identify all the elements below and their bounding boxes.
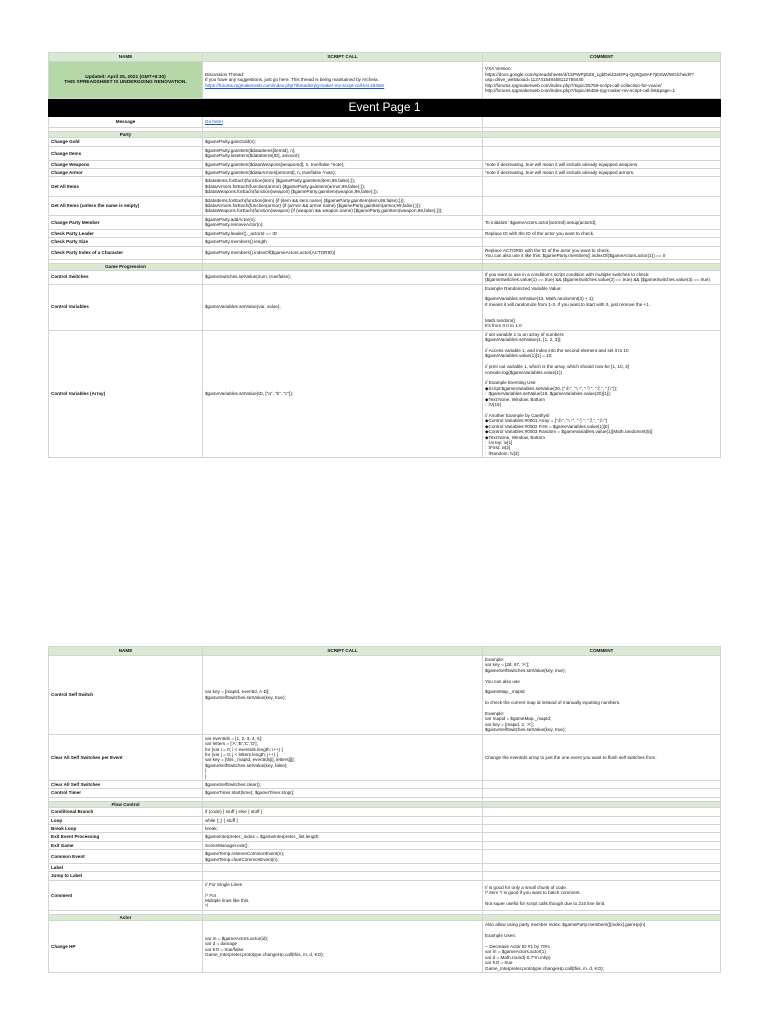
comment <box>483 833 721 841</box>
command-name: Change Party Member <box>49 215 203 229</box>
event-page-title: Event Page 1 <box>49 99 721 117</box>
message-row <box>49 117 721 128</box>
script-call <box>203 872 483 880</box>
comment <box>483 177 721 196</box>
script-call: $gameTimer.start(time); $gameTimer.stop(); <box>203 789 483 797</box>
section-title: Flow Control <box>49 801 203 807</box>
column-comment-header: COMMENT <box>483 53 721 62</box>
column-header-row <box>49 647 721 656</box>
table-row <box>49 330 721 457</box>
comment: Replace ACTORID with the ID of the actor you want to check. You can also use it like this: $gameParty.members().indexOf($gameActors.actor(1)) == 0 <box>483 246 721 260</box>
script-call: $gameParty.gainGold(n); <box>203 138 483 146</box>
table-row <box>49 160 721 168</box>
table-row <box>49 921 721 973</box>
table-row <box>49 734 721 780</box>
comment: Example Randomized Variable Value: $gameVariables.setValue(13, Math.randomInt(3) + 1); It means it will randomize from 1-3. If you want to start with 0, just remove the +1. Math.random() It's from 0.0 to 1.0 <box>483 284 721 330</box>
table-row <box>49 246 721 260</box>
command-name: Check Party Size <box>49 238 203 246</box>
script-call: var key = [mapId, eventId, A-D]; $gameSelfSwitches.setValue(key, true); <box>203 656 483 735</box>
script-call: $gameTemp.reserveCommonEvent(n); $gameTemp.clearCommonEvent(n); <box>203 850 483 864</box>
command-name: Control Timer <box>49 789 203 797</box>
script-call: $gameParty.leader()._actorId == ID <box>203 229 483 237</box>
command-name: Change Armor <box>49 169 203 177</box>
comment: Change the eventIds array to just the one event you want to flush self switches from. <box>483 734 721 780</box>
script-call: $gameSwitches.setValue(num, true/false); <box>203 270 483 284</box>
table-row <box>49 816 721 824</box>
table-row <box>49 850 721 864</box>
command-name: Break Loop <box>49 824 203 832</box>
message-comment <box>483 117 721 128</box>
table-row <box>49 196 721 215</box>
table-row <box>49 177 721 196</box>
script-call: var eventIds = [1, 2, 3, 4, 5]; var letters = ['A','B','C','D']; for (var i = 0; i < eventIds.length; i++) { for (var j = 0; j < letters.length; j++) { var key = [this._mapId, eventIds[i], letters[j]]; $gameSelfSwitches.setValue(key, false); } } <box>203 734 483 780</box>
column-script-header: SCRIPT CALL <box>203 53 483 62</box>
script-call: // For Single Lines /* For Multiple lines like this. */ <box>203 880 483 910</box>
column-name-header: NAME <box>49 53 203 62</box>
info-row <box>49 62 721 99</box>
command-name: Check Party Index of a Character <box>49 246 203 260</box>
comment: Also allow using party member index: $gameParty.members()[index].gainHp(n) Example Uses: -- Decrease Actor ID #1 by 70% var m = $gameActors.actor(1) var d = Math.round(-0.7*m.mhp) var KO = true Game_Interpreter.prototype.changeHp.call(this, m, d, KO); <box>483 921 721 973</box>
column-comment-header: COMMENT <box>483 647 721 656</box>
column-name-header: NAME <box>49 647 203 656</box>
discussion-cell <box>203 62 483 99</box>
comment <box>483 808 721 816</box>
command-name: Jump to Label <box>49 872 203 880</box>
comment: // set variable 1 to an array of numbers $gameVariables.setValue(1, [1, 2, 3]); // Access variable 1, and index into the second element and set it to 10 $gameVariables.value(1)[1] = 10; // print out variable 1, which is the array, which should now be [1, 10, 3] console.log($gameVariables.value(1)) // Example Eventing Use: ◆Script:$gameVariables.setValue(20, ["あ", "い", "う", "え", "お"]); : :$gameVariables.setValue(19, $gameVariables.value(20)[1]); ◆Text:None, Window, Bottom : :\V[19] // Another Example by Caethyril ◆Control Variables:#0001 Array = ["あ", "い", "う", "え", "お"] ◆Control Variables:#0002 First = $gameVariables.value(1)[0] ◆Control Variables:#0003 Random = $gameVariables.value(1)[Math.randomInt(5)] ◆Text:None, Window, Bottom : :\Array: \v[1] : :\First: \v[2] : :\Random: \v[3] <box>483 330 721 457</box>
comment: If you want to use in a condition's script condition with multiple switches to check: ($gameSwitches.value(1) == true) && ($gameSwitches.value(2) == true) && ($gameSwitches.value(3) == true) <box>483 270 721 284</box>
table-row <box>49 880 721 910</box>
comment <box>483 872 721 880</box>
command-name: Change Items <box>49 146 203 160</box>
command-name: Get All Items (unless the name is empty) <box>49 196 203 215</box>
section-title: Game Progression <box>49 264 203 270</box>
section-title: Actor <box>49 914 203 920</box>
comment <box>483 864 721 872</box>
comment: Replace ID with the ID of the actor you want to check. <box>483 229 721 237</box>
table-row <box>49 780 721 788</box>
table-row <box>49 833 721 841</box>
party-rows <box>49 138 721 260</box>
comment: // is good for only a small chunk of code. /* item */ is good if you want to batch comment. Not super useful for script calls though due to 210 line limit. <box>483 880 721 910</box>
comment: Example: var key = [28, 67, 'A']; $gameSelfSwitches.setValue(key, true); You can also use $gameMap._mapId to check the current map id instead of manually inputting numbers. Example: var mapid = $gameMap._mapId; var key = [mapid, 2, 'A']; $gameSelfSwitches.setValue(key, true); <box>483 656 721 735</box>
script-call: $dataItems.forEach(function(item) {if (item && item.name) {$gameParty.gainItem(item,99,false);}}); $dataArmors.forEach(function(armor) {if (armor && armor.name) {$gameParty.gainItem(armor,99,false);}}); $dataWeapons.forEach(function(weapon) {if (weapon && weapon.name) {$gameParty.gainItem(weapon,99,false);}}); <box>203 196 483 215</box>
event-page-banner-row <box>49 99 721 117</box>
script-table-page-2 <box>48 646 721 973</box>
script-call: SceneManager.exit(); <box>203 841 483 849</box>
command-name: Clear All Self Switches <box>49 780 203 788</box>
script-call: while (;;) { stuff } <box>203 816 483 824</box>
command-name: Comment <box>49 880 203 910</box>
table-row <box>49 808 721 816</box>
comment: *note if decreasing, true will mean it will include already equipped armors. <box>483 169 721 177</box>
command-name: Control Self Switch <box>49 656 203 735</box>
table-row <box>49 864 721 872</box>
script-call: $gameInterpreter._index = $gameInterpreter._list.length; <box>203 833 483 841</box>
table-row <box>49 238 721 246</box>
script-table-page-1 <box>48 52 721 458</box>
command-name: Label <box>49 864 203 872</box>
table-row <box>49 270 721 284</box>
command-name: Change HP <box>49 921 203 973</box>
comment <box>483 850 721 864</box>
comment: *note if decreasing, true will mean it will include already equipped weapons. <box>483 160 721 168</box>
actor-rows <box>49 921 721 973</box>
table-row <box>49 169 721 177</box>
table-row <box>49 824 721 832</box>
discussion-text: Discussion Thread: If you have any suggestions, just go here. This thread is being maintained by Archeia. <box>205 71 379 83</box>
command-name: Common Event <box>49 850 203 864</box>
script-call: $gameParty.members().length <box>203 238 483 246</box>
updated-notice: Updated: April 25, 2021 (GMT+8:30) THIS SPREADSHEET IS UNDERGOING RENOVATION. <box>49 62 203 99</box>
table-row <box>49 284 721 330</box>
comment <box>483 824 721 832</box>
script-call: $gameParty.gainItem($dataItems[itemId], n); $gameParty.loseItem($dataItems[ID], amount); <box>203 146 483 160</box>
table-row <box>49 656 721 735</box>
script-call: var m = $gameActors.actor(id); var d = damage var KO = true/false Game_Interpreter.prototype.changeHp.call(this, m, d, KO); <box>203 921 483 973</box>
vxa-version-cell: VXA Version: https://docs.google.com/spreadsheets/d/1SPWPp5Z8_LgbDeiZ2eDPq-Qy9Qp9AF7jESWi/WGlcheid#?usp=drive_web&ouid=112741548468112756440 http://forums.rpgmakerweb.com/index.php?/topic/25759-script-call-collection-for-vxace/ http://forums.rpgmakerweb.com/index.php?/topic/46456-rpg-maker-mv-script-call-list&page=1 <box>483 62 721 99</box>
table-row <box>49 841 721 849</box>
script-call: $gameVariables.setValue(ID, ["a", "b", "c"]); <box>203 330 483 457</box>
command-name: Change Gold <box>49 138 203 146</box>
command-name: Control Variables <box>49 284 203 330</box>
script-call: $gameParty.addActor(n); $gameParty.removeActor(n); <box>203 215 483 229</box>
comment <box>483 238 721 246</box>
script-call: $gameParty.gainItem($dataArmors[armorId], n, true/false *note); <box>203 169 483 177</box>
message-label: Message <box>49 117 203 128</box>
command-name: Exit Event Processing <box>49 833 203 841</box>
command-name: Loop <box>49 816 203 824</box>
script-call <box>203 864 483 872</box>
table-row <box>49 146 721 160</box>
comment <box>483 789 721 797</box>
table-row <box>49 789 721 797</box>
column-script-header: SCRIPT CALL <box>203 647 483 656</box>
comment <box>483 780 721 788</box>
table-row <box>49 229 721 237</box>
comment <box>483 841 721 849</box>
command-name: Control Variables (Array) <box>49 330 203 457</box>
section-title: Party <box>49 132 203 138</box>
self-switch-rows <box>49 656 721 798</box>
flow-control-rows <box>49 808 721 911</box>
message-link-cell <box>203 117 483 128</box>
command-name: Get All Items <box>49 177 203 196</box>
column-header-row <box>49 53 721 62</box>
comment <box>483 816 721 824</box>
script-call: $gameParty.gainItem($dataWeapons[weaponId], n, true/false *note); <box>203 160 483 168</box>
command-name: Control Switches <box>49 270 203 284</box>
command-name: Check Party Leader <box>49 229 203 237</box>
table-row <box>49 138 721 146</box>
comment: To initialize: $gameActors.actor(actorId).setup(actorId); <box>483 215 721 229</box>
comment <box>483 138 721 146</box>
command-name: Clear All Self Switches per Event <box>49 734 203 780</box>
discussion-link[interactable]: https://forums.rpgmakerweb.com/index.php?threads/rpg-maker-mv-script-call-list.46456/ <box>205 82 385 88</box>
table-row <box>49 215 721 229</box>
script-call: $gameSelfSwitches.clear(); <box>203 780 483 788</box>
command-name: Change Weapons <box>49 160 203 168</box>
script-call: $dataItems.forEach(function(item) {$gameParty.gainItem(item,99,false);}); $dataArmors.forEach(function(armor) {$gameParty.gainItem(armor,99,false);}); $dataWeapons.forEach(function(weapon) {$gameParty.gainItem(weapon,99,false);}); <box>203 177 483 196</box>
comment <box>483 146 721 160</box>
game-progression-rows <box>49 270 721 457</box>
table-row <box>49 872 721 880</box>
script-call: break; <box>203 824 483 832</box>
command-name: Exit Game <box>49 841 203 849</box>
script-call: if (code) { stuff } else { stuff } <box>203 808 483 816</box>
script-call: $gameVariables.setValue(var, value); <box>203 284 483 330</box>
message-link[interactable]: Go here! <box>205 119 223 125</box>
comment <box>483 196 721 215</box>
command-name: Conditional Branch <box>49 808 203 816</box>
script-call: $gameParty.members().indexOf($gameActors.actor(ACTORID)) <box>203 246 483 260</box>
